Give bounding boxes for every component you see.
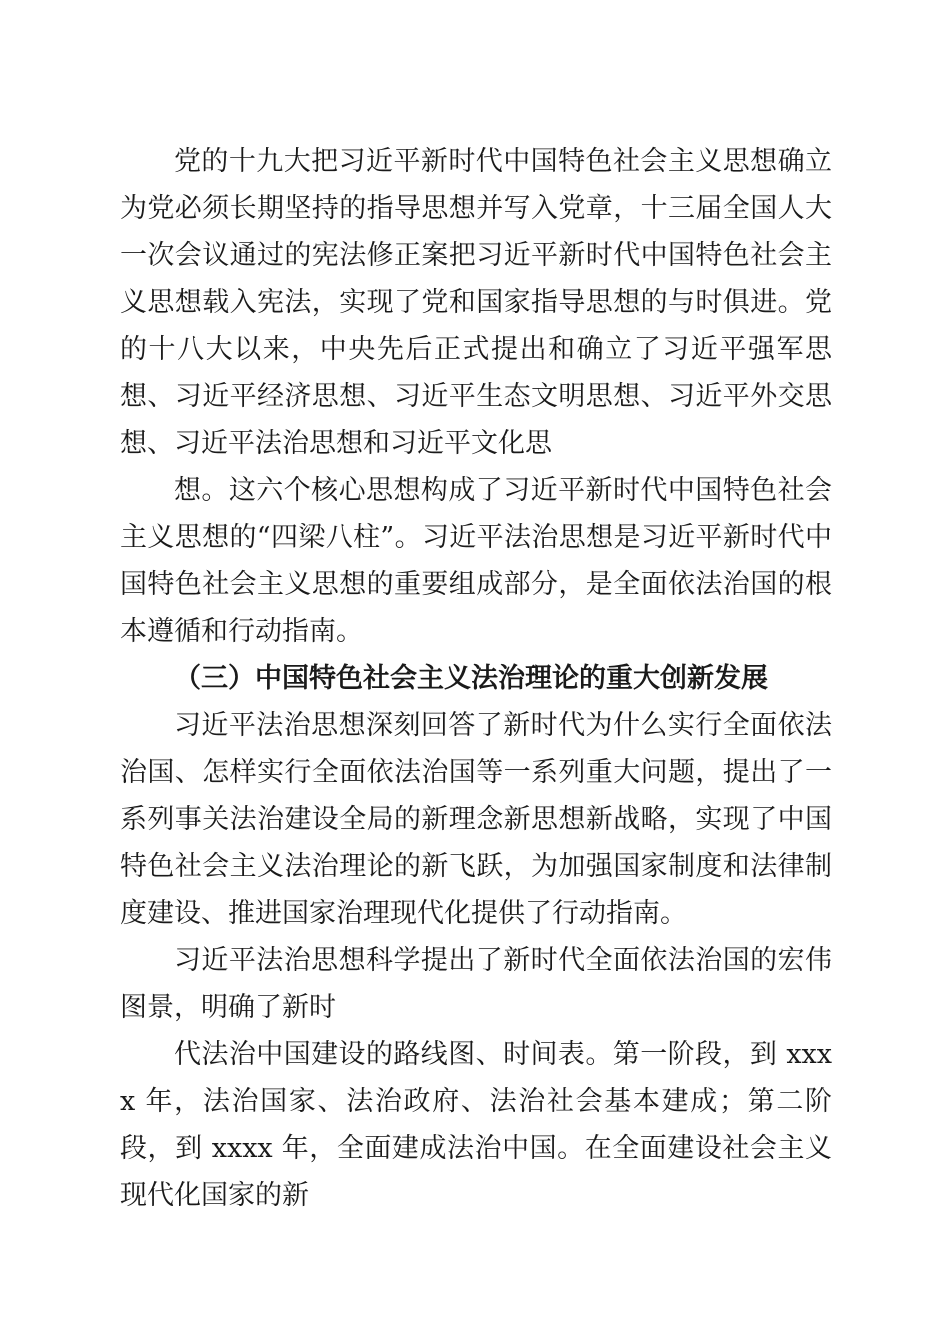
document-body xyxy=(120,138,832,1219)
paragraph-roadmap: 代法治中国建设的路线图、时间表。第一阶段，到 xxxx 年，法治国家、法治政府、法治社会基本建成；第二阶段，到 xxxx 年，全面建成法治中国。在全面建设社会主义现代化国家的新 xyxy=(120,1039,832,1211)
paragraph-guiding-thought: 党的十九大把习近平新时代中国特色社会主义思想确立为党必须长期坚持的指导思想并写入党章，十三届全国人大一次会议通过的宪法修正案把习近平新时代中国特色社会主义思想载入宪法，实现了党和国家指导思想的与时俱进。党的十八大以来，中央先后正式提出和确立了习近平强军思想、习近平经济思想、习近平生态文明思想、习近平外交思想、习近平法治思想和习近平文化思 xyxy=(120,146,832,459)
paragraph-six-thoughts: 想。这六个核心思想构成了习近平新时代中国特色社会主义思想的“四梁八柱”。习近平法治思想是习近平新时代中国特色社会主义思想的重要组成部分，是全面依法治国的根本遵循和行动指南。 xyxy=(120,475,832,647)
paragraph-rule-of-law-theory: 习近平法治思想深刻回答了新时代为什么实行全面依法治国、怎样实行全面依法治国等一系列重大问题，提出了一系列事关法治建设全局的新理念新思想新战略，实现了中国特色社会主义法治理论的新飞跃，为加强国家制度和法律制度建设、推进国家治理现代化提供了行动指南。 xyxy=(120,710,832,929)
section-heading-3: （三）中国特色社会主义法治理论的重大创新发展 xyxy=(174,663,768,694)
paragraph-blueprint: 习近平法治思想科学提出了新时代全面依法治国的宏伟图景，明确了新时 xyxy=(120,945,832,1023)
